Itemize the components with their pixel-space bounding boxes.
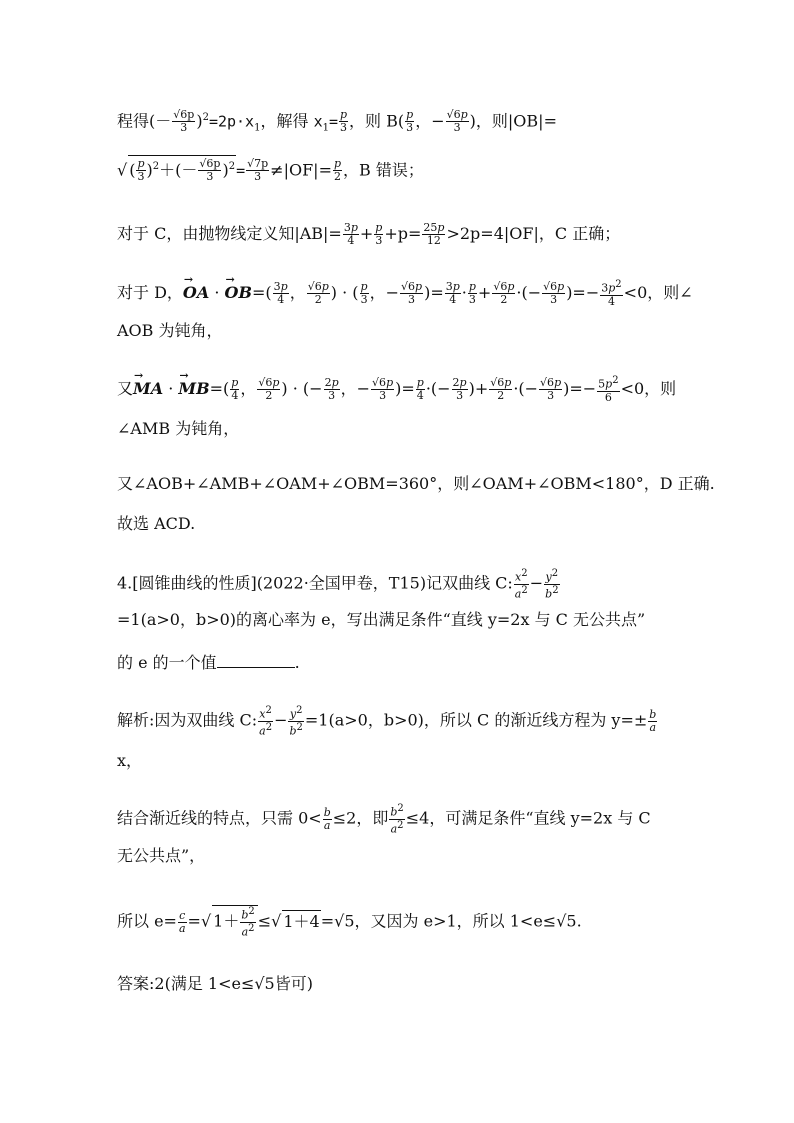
text-line-10: 4.[圆锥曲线的性质](2022·全国甲卷，T15)记双曲线 C: $\frac{x^2}{a^2}$ − $\frac{y^2}{b^2}$ [117,568,559,601]
text-line-3: 对于 C，由抛物线定义知|AB|= $\frac{3p}{4}$ + $\frac{p}{3}$ +p= $\frac{25p}{12}$ >2p=4|OF|，C 正确； [117,221,621,247]
text-line-18: 答案:2(满足 1<e≤√5皆可) [117,974,313,993]
text-line-11: =1(a>0，b>0)的离心率为 e，写出满足条件“直线 y=2x 与 C 无公共点” [117,610,646,629]
text-line-7: ∠AMB 为钝角， [117,419,240,438]
text-line-9: 故选 ACD. [117,514,196,533]
text-line-17: 所以 e= $\frac{c}{a}$ =√ 1＋ $\frac{b^2}{a^2}$ ≤√ 1＋4=√5，又因为 e>1，所以 1<e≤√5. [117,906,582,939]
answer-blank [217,653,295,668]
text-line-13: 解析:因为双曲线 C: $\frac{x^2}{a^2}$ − $\frac{y^2}{b^2}$ =1(a>0，b>0)，所以 C 的渐近线方程为 y=± $\frac{b}{a}$ [117,705,657,738]
text-line-14: x， [117,751,143,770]
text-line-2: √ ( $\frac{p}{3}$ )$^2$＋(－ $\frac{√6p}{3}$ )$^2$= $\frac{√7p}{3}$ ≠|OF|= $\frac{p}{2}$ ，B 错误； [117,155,424,183]
text-line-5: AOB 为钝角， [117,321,223,340]
text-line-16: 无公共点”， [117,846,206,865]
text-line-4: 对于 D，→ OA · → OB=( $\frac{3p}{4}$ ， $\frac{√6p}{2}$ ) · ( $\frac{p}{3}$ ，− $\frac{√6p}{3}$ )= $\frac{3p}{4}$ · $\frac{p}{3}$ + $\frac{√6p}{2}$ ·(− $\frac{√6p}{3}$ )=− $\frac{3p^2}{4}$ <0，则∠ [117,279,693,308]
text-line-6: 又→ MA · → MB=( $\frac{p}{4}$ ， $\frac{√6p}{2}$ ) · (− $\frac{2p}{3}$ ，− $\frac{√6p}{3}$ )= $\frac{p}{4}$ ·(− $\frac{2p}{3}$ )+ $\frac{√6p}{2}$ ·(− $\frac{√6p}{3}$ )=− $\frac{5p^2}{6}$ <0，则 [117,375,676,404]
text-line-12: 的 e 的一个值 . [117,653,300,672]
text-line-8: 又∠AOB+∠AMB+∠OAM+∠OBM=360°，则∠OAM+∠OBM<180°，D 正确. [117,474,715,493]
text-line-15: 结合渐近线的特点，只需 0< $\frac{b}{a}$ ≤2，即 $\frac{b^2}{a^2}$ ≤4，可满足条件“直线 y=2x 与 C [117,803,651,836]
text-line-1: 程得(－ $\frac{√6p}{3}$ )$^2=2p\cdot x_1$，解得 $x_1=$ $\frac{p}{3}$ ，则 B( $\frac{p}{3}$ ，− $\frac{√6p}{3}$ )，则|OB|= [117,108,557,135]
